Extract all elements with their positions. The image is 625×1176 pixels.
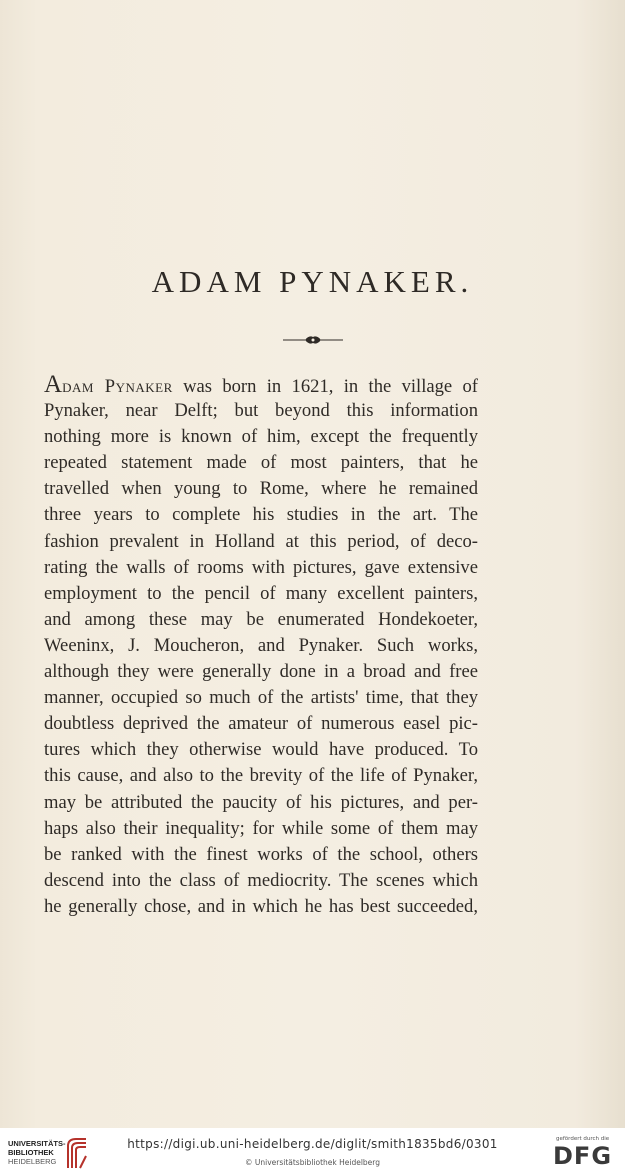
text-line-14: doubtless deprived the amateur of numerous easel pic- bbox=[44, 713, 478, 735]
name-smallcaps: dam Pynaker bbox=[62, 376, 173, 397]
text-line-20: descend into the class of mediocrity. The scenes which bbox=[44, 869, 478, 891]
dfg-logo: DFG bbox=[553, 1142, 613, 1170]
drop-cap: A bbox=[44, 371, 63, 398]
text-line-6: three years to complete his studies in the art. The bbox=[44, 504, 478, 526]
line-1-text: was born in 1621, in the village of bbox=[172, 376, 478, 397]
text-line-16: this cause, and also to the brevity of the life of Pynaker, bbox=[44, 765, 478, 787]
ornament-icon bbox=[281, 333, 345, 347]
dfg-caption: gefördert durch die bbox=[556, 1136, 610, 1142]
ornamental-divider bbox=[0, 332, 625, 346]
page-title: ADAM PYNAKER. bbox=[151, 264, 474, 299]
text-line-8: rating the walls of rooms with pictures, gave extensive bbox=[44, 556, 478, 578]
library-name: UNIVERSITÄTS- BIBLIOTHEK HEIDELBERG bbox=[8, 1139, 66, 1166]
text-line-13: manner, occupied so much of the artists' time, that they bbox=[44, 687, 478, 709]
text-line-4: repeated statement made of most painters, that he bbox=[44, 452, 478, 474]
page-url-link[interactable]: https://digi.ub.uni-heidelberg.de/diglit/smith1835bd6/0301 bbox=[127, 1137, 498, 1151]
copyright-notice: © Universitätsbibliothek Heidelberg bbox=[244, 1158, 380, 1167]
text-line-2: Pynaker, near Delft; but beyond this information bbox=[44, 400, 478, 422]
text-line-1 bbox=[44, 372, 478, 398]
text-line-21: he generally chose, and in which he has best succeeded, bbox=[44, 895, 478, 917]
text-line-17: may be attributed the paucity of his pictures, and per- bbox=[44, 791, 478, 813]
text-line-3: nothing more is known of him, except the frequently bbox=[44, 426, 478, 448]
text-line-11: Weeninx, J. Moucheron, and Pynaker. Such works, bbox=[44, 634, 478, 656]
text-line-12: although they were generally done in a broad and free bbox=[44, 661, 478, 683]
text-line-7: fashion prevalent in Holland at this period, of deco- bbox=[44, 530, 478, 552]
viewer-footer bbox=[0, 1128, 625, 1176]
body-paragraph bbox=[44, 372, 478, 920]
text-line-10: and among these may be enumerated Hondekoeter, bbox=[44, 608, 478, 630]
text-line-18: haps also their inequality; for while some of them may bbox=[44, 817, 478, 839]
text-line-9: employment to the pencil of many excellent painters, bbox=[44, 582, 478, 604]
text-line-19: be ranked with the finest works of the school, others bbox=[44, 843, 478, 865]
text-line-15: tures which they otherwise would have produced. To bbox=[44, 739, 478, 761]
text-line-5: travelled when young to Rome, where he remained bbox=[44, 478, 478, 500]
